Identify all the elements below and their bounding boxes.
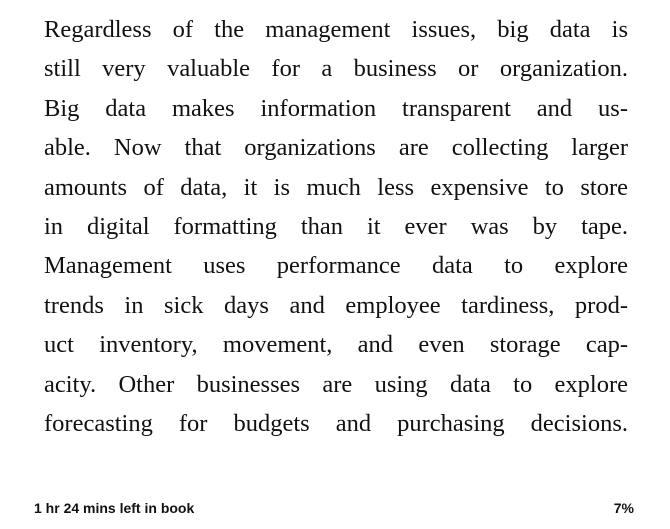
text-line: acity. Other businesses are using data to explore [44,370,628,398]
text-line: Regardless of the management issues, big data is [44,16,628,43]
text-line: still very valuable for a business or organization. [44,55,628,83]
progress-percent[interactable]: 7% [613,500,634,516]
text-line: uct inventory, movement, and even storage cap- [44,331,628,359]
text-line: in digital formatting than it ever was by tape. [44,213,628,241]
text-line: Management uses performance data to explore [44,252,628,280]
reading-progress-footer[interactable] [34,500,634,522]
text-line: amounts of data, it is much less expensive to store [44,173,628,201]
text-line: able. Now that organizations are collecting larger [44,134,628,162]
text-line: forecasting for budgets and purchasing decisions. [44,410,628,438]
time-left-in-book[interactable]: 1 hr 24 mins left in book [34,500,195,516]
text-line: Big data makes information transparent and us- [44,94,628,122]
text-line: trends in sick days and employee tardiness, prod- [44,291,628,319]
book-paragraph [44,10,628,443]
